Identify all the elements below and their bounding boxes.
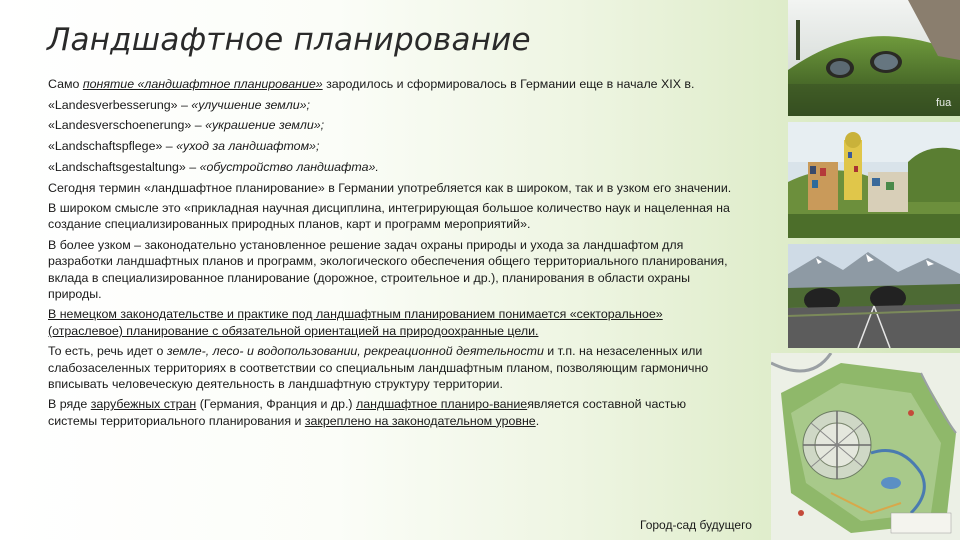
slide-title: Ландшафтное планирование (47, 22, 531, 58)
paragraph-land-use: То есть, речь идет о земле-, лесо- и водопользовании, рекреационной деятельности и т.п. на незаселенных или слабозаселенных территориях в соответствии со специальным ландшафтным планом, позволяющим гармонично вписывать человеческую деятельность в ландшафтную структуру территории. (48, 344, 709, 391)
term-landschaftspflege: «Landschaftspflege» – «уход за ландшафтом»; (48, 139, 320, 154)
paragraph-today: Сегодня термин «ландшафтное планирование» в Германии употребляется как в широком, так и в узком его значении. (48, 180, 732, 195)
paragraph-german-law: В немецком законодательстве и практике под ландшафтным планированием понимается «секторальное» (отраслевое) планирование с обязательной ориентацией на природоохранные цели. (48, 307, 663, 338)
term-landesverschoenerung: «Landesverschoenerung» – «украшение земли»; (48, 118, 325, 133)
photo-watermark: fua (936, 97, 952, 109)
paragraph-origin: Само понятие «ландшафтное планирование» зародилось и сформировалось в Германии еще в начале XIX в. (48, 77, 695, 91)
photo-garden-city-plan (771, 353, 960, 540)
paragraph-narrow-sense: В более узком – законодательно установленное решение задач охраны природы и ухода за ландшафтом для разработки ландшафтных планов и программ, экологического обеспечения общего территориального планирования, вклада в специализированное планирование (дорожное, строительное и др.), планирования в области охраны природы. (48, 238, 728, 301)
paragraph-foreign-countries: В ряде зарубежных стран (Германия, Франция и др.) ландшафтное планиро-ваниеявляется составной частью системы территориального планирования и закреплено на законодательном уровне. (48, 397, 686, 428)
photo-caption: Город-сад будущего (640, 518, 752, 532)
paragraph-broad-sense: В широком смысле это «прикладная научная дисциплина, интегрирующая большое количество наук и нацеленная на создание специализированных природных планов, карт и программ мероприятий». (48, 201, 730, 232)
emphasis-land-use: земле-, лесо- и водопользовании, рекреационной деятельности (166, 344, 544, 359)
term-landesverbesserung: «Landesverbesserung» – «улучшение земли»; (48, 97, 310, 112)
slide-body (48, 76, 738, 433)
emphasis-concept: понятие «ландшафтное планирование» (82, 77, 323, 91)
term-landschaftsgestaltung: «Landschaftsgestaltung» – «обустройство ландшафта». (48, 159, 379, 174)
photo-green-roof-building (788, 0, 960, 116)
photo-colorful-buildings (788, 122, 960, 238)
photo-road-tunnels (788, 244, 960, 348)
